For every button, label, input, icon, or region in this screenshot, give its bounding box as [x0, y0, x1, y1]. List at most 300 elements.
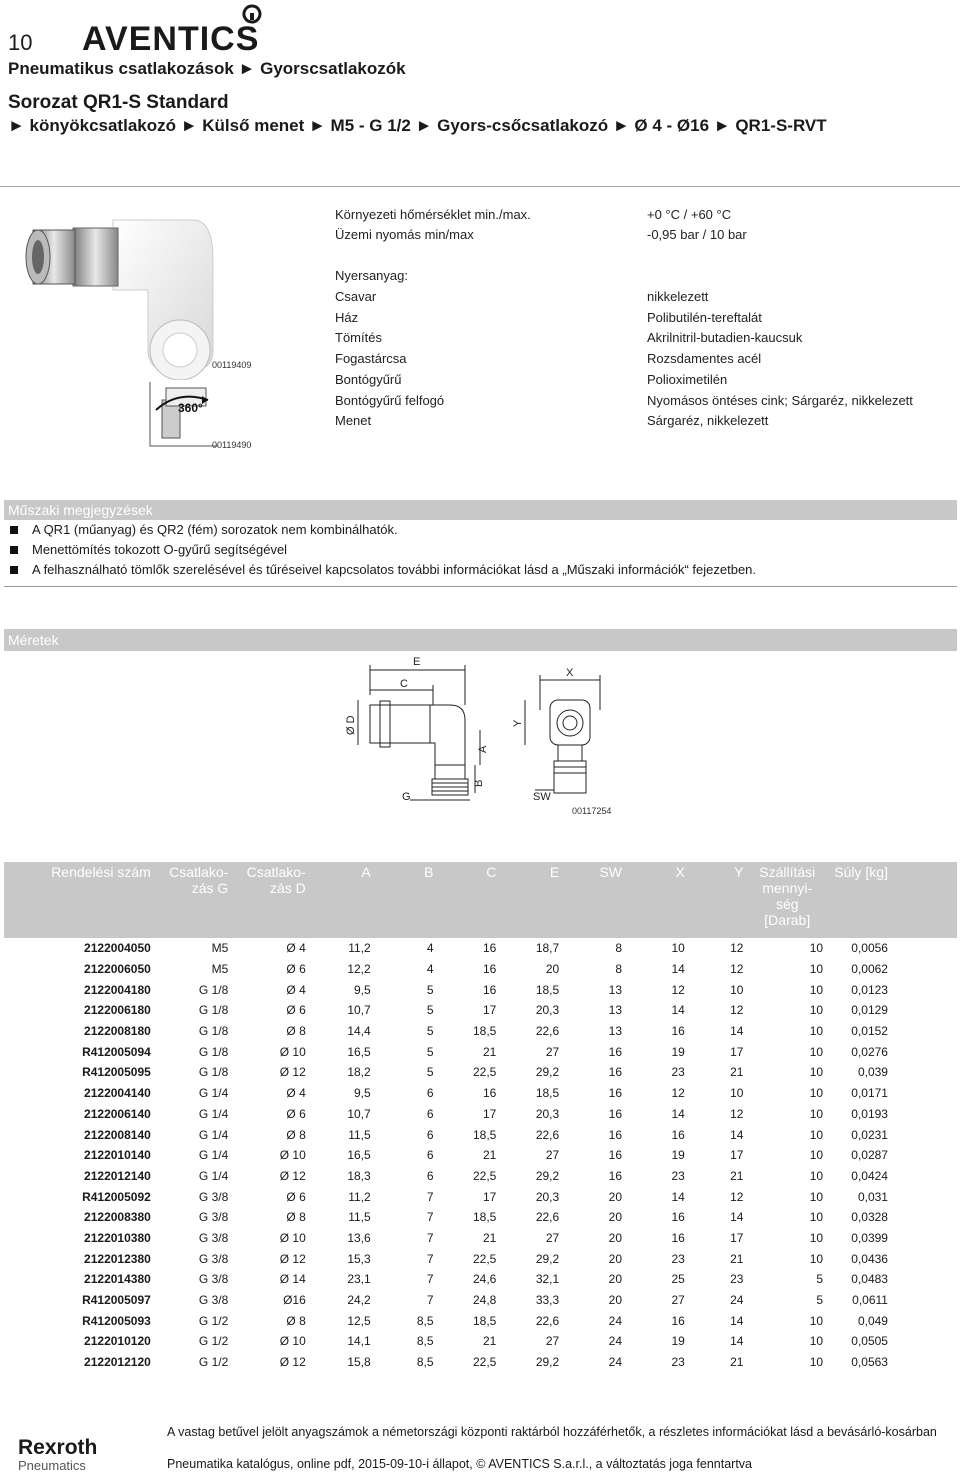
table-cell: 8: [615, 962, 622, 977]
table-cell: 10: [809, 1127, 824, 1142]
table-row: [4, 959, 957, 980]
table-cell: 13: [608, 982, 622, 997]
table-cell: 5: [426, 1065, 434, 1080]
col-header: Csatlako-zás G: [155, 862, 232, 938]
table-cell: 12: [730, 1003, 744, 1018]
table-cell: R412005095: [82, 1065, 151, 1080]
table-cell: 17: [482, 1189, 497, 1204]
table-cell: 22,5: [472, 1168, 497, 1183]
table-cell: 11,2: [348, 1189, 371, 1204]
table-header-row: [4, 862, 957, 938]
table-cell: 24: [608, 1313, 622, 1328]
table-cell: Ø 4: [286, 941, 306, 956]
table-cell: G 1/4: [198, 1168, 229, 1183]
table-cell: 8: [615, 941, 622, 956]
table-cell: 21: [482, 1230, 497, 1245]
table-row: [4, 1186, 957, 1207]
table-cell: 10: [809, 1065, 824, 1080]
table-cell-blank: [892, 1083, 957, 1104]
table-cell-blank: [892, 1000, 957, 1021]
table-cell: 24: [608, 1355, 622, 1370]
table-cell: 16: [608, 1086, 622, 1101]
table-cell: 22,6: [535, 1127, 560, 1142]
table-cell: 10: [809, 1148, 824, 1163]
table-cell-blank: [892, 1331, 957, 1352]
note-text: A QR1 (műanyag) és QR2 (fém) sorozatok nem kombinálhatók.: [32, 522, 398, 537]
table-cell: Ø 8: [286, 1127, 306, 1142]
table-cell: 7: [426, 1272, 434, 1287]
table-cell: 6: [426, 1127, 434, 1142]
table-cell: 12,5: [347, 1313, 371, 1328]
table-cell: Ø 10: [279, 1148, 306, 1163]
table-cell: Ø16: [283, 1293, 306, 1308]
table-cell-blank: [892, 1248, 957, 1269]
table-cell: 12: [671, 982, 685, 997]
table-cell-blank: [892, 1124, 957, 1145]
table-row: [4, 1041, 957, 1062]
table-cell: Ø 6: [286, 1003, 306, 1018]
table-cell: 14: [730, 1127, 744, 1142]
table-cell: 20,3: [535, 1106, 560, 1121]
dim-label-E: E: [413, 656, 421, 668]
table-cell: 23: [671, 1355, 685, 1370]
col-header: Csatlako-zás D: [232, 862, 309, 938]
table-cell: 23: [671, 1251, 685, 1266]
table-cell: 27: [671, 1293, 685, 1308]
table-cell: Ø 10: [279, 1334, 306, 1349]
note-text: Menettömítés tokozott O-gyűrű segítségével: [32, 542, 288, 557]
table-cell: Ø 12: [279, 1065, 306, 1080]
table-cell: 20: [545, 962, 560, 977]
table-cell: 16: [608, 1127, 622, 1142]
table-cell: 9,5: [354, 982, 371, 997]
table-cell: 6: [426, 1086, 434, 1101]
table-cell: 33,3: [535, 1293, 560, 1308]
table-cell: 0,0056: [851, 941, 888, 956]
brand-mark-icon: [242, 4, 262, 24]
table-body: [4, 938, 957, 1372]
table-cell: 13: [608, 1003, 622, 1018]
table-cell: 4: [426, 962, 434, 977]
table-cell: Ø 12: [279, 1168, 306, 1183]
table-cell: 7: [426, 1210, 434, 1225]
table-cell: 18,5: [472, 1024, 497, 1039]
table-cell: 27: [545, 1044, 560, 1059]
table-cell: 29,2: [535, 1065, 560, 1080]
dim-label-X: X: [566, 667, 574, 679]
table-cell: 0,0193: [851, 1106, 888, 1121]
table-cell: M5: [211, 941, 229, 956]
table-cell: Ø 14: [279, 1272, 306, 1287]
table-cell: 15,3: [347, 1251, 371, 1266]
table-cell: R412005094: [82, 1044, 151, 1059]
product-table: [4, 862, 957, 1372]
dim-label-A: A: [477, 745, 489, 753]
page-title: Sorozat QR1-S Standard: [8, 92, 229, 113]
table-cell: 17: [730, 1148, 744, 1163]
table-cell: G 1/4: [198, 1148, 229, 1163]
table-cell-blank: [892, 1352, 957, 1373]
table-cell: Ø 10: [279, 1044, 306, 1059]
temp-value: +0 °C / +60 °C: [647, 207, 732, 222]
table-row: [4, 1352, 957, 1373]
table-cell: 14: [671, 1189, 685, 1204]
table-cell: Ø 8: [286, 1210, 306, 1225]
table-cell: 11,5: [348, 1210, 371, 1225]
material-value: nikkelezett: [647, 289, 709, 304]
table-cell: 19: [671, 1334, 685, 1349]
table-cell: 0,039: [857, 1065, 888, 1080]
dim-label-G: G: [402, 791, 411, 803]
table-cell: 5: [816, 1272, 824, 1287]
table-cell-blank: [892, 979, 957, 1000]
table-cell: 5: [426, 1044, 434, 1059]
footer-copyright: Pneumatika katalógus, online pdf, 2015-09-10-i állapot, © AVENTICS S.a.r.l., a változtatás joga fenntartva: [167, 1457, 753, 1471]
table-cell: G 1/8: [198, 1024, 229, 1039]
table-cell: Ø 6: [286, 962, 306, 977]
table-cell: 14: [671, 962, 685, 977]
table-cell: 20,3: [535, 1189, 560, 1204]
dimensions-header: [4, 629, 957, 651]
table-cell: 2122008140: [84, 1127, 151, 1142]
table-cell: 24,8: [472, 1293, 497, 1308]
col-header: SW: [563, 862, 626, 938]
table-cell: 16: [608, 1106, 622, 1121]
table-cell: 22,5: [472, 1251, 497, 1266]
table-cell: 2122006180: [84, 1003, 151, 1018]
table-cell: 21: [730, 1251, 744, 1266]
material-value: Rozsdamentes acél: [647, 351, 762, 366]
table-cell: 2122006140: [84, 1106, 151, 1121]
table-cell: 0,049: [857, 1313, 888, 1328]
table-cell: 12: [730, 1106, 744, 1121]
table-cell-blank: [892, 1207, 957, 1228]
table-cell-blank: [892, 1228, 957, 1249]
table-cell: 7: [426, 1189, 434, 1204]
table-cell: 0,031: [857, 1189, 888, 1204]
table-cell: 13,6: [347, 1230, 371, 1245]
pressure-value: -0,95 bar / 10 bar: [647, 227, 747, 242]
table-row: [4, 1021, 957, 1042]
table-cell: 22,5: [472, 1355, 497, 1370]
material-value: Nyomásos öntéses cink; Sárgaréz, nikkelezett: [647, 393, 913, 408]
footer-logo: Rexroth: [18, 1436, 98, 1459]
pressure-label: Üzemi nyomás min/max: [335, 227, 474, 242]
table-cell: G 1/4: [198, 1106, 229, 1121]
table-cell: G 1/2: [198, 1313, 229, 1328]
page-subtitle: ► könyökcsatlakozó ► Külső menet ► M5 - G 1/2 ► Gyors-csőcsatlakozó ► Ø 4 - Ø16 ► QR1-S-RVT: [8, 116, 827, 135]
table-cell: 23: [671, 1168, 685, 1183]
table-cell: 16: [671, 1313, 685, 1328]
table-cell: 2122006050: [84, 962, 151, 977]
table-cell-blank: [892, 1166, 957, 1187]
rotation-label: 360°: [178, 401, 203, 415]
table-cell: 18,5: [535, 1086, 560, 1101]
table-cell: 10: [809, 1044, 824, 1059]
table-cell: 24,2: [347, 1293, 371, 1308]
table-cell: 10: [809, 1251, 824, 1266]
table-cell: G 3/8: [198, 1251, 229, 1266]
table-cell: Ø 6: [286, 1106, 306, 1121]
table-cell: 16: [671, 1230, 685, 1245]
table-cell: 0,0231: [851, 1127, 888, 1142]
table-cell: 19: [671, 1148, 685, 1163]
table-cell: 10,7: [347, 1003, 371, 1018]
table-cell: 7: [426, 1293, 434, 1308]
table-cell: 2122008380: [84, 1210, 151, 1225]
material-label: Ház: [335, 310, 359, 325]
table-cell-blank: [892, 1186, 957, 1207]
table-cell: 10: [809, 941, 824, 956]
table-cell: 10: [809, 1168, 824, 1183]
notes-title: Műszaki megjegyzések: [8, 502, 153, 518]
table-cell: 23,1: [347, 1272, 371, 1287]
table-cell: 6: [426, 1168, 434, 1183]
table-cell: Ø 8: [286, 1313, 306, 1328]
table-cell: 2122008180: [84, 1024, 151, 1039]
table-cell: 18,5: [472, 1127, 497, 1142]
rotation-image: [148, 380, 226, 448]
table-cell: 17: [730, 1230, 744, 1245]
table-cell: 0,0123: [851, 982, 888, 997]
table-cell: 20: [608, 1210, 622, 1225]
table-cell: 2122010120: [84, 1334, 151, 1349]
table-cell: 18,5: [472, 1210, 497, 1225]
table-cell: 10: [809, 1086, 824, 1101]
table-cell-blank: [892, 959, 957, 980]
col-header: C: [438, 862, 501, 938]
table-cell: 10: [809, 1024, 824, 1039]
table-cell: 21: [730, 1355, 744, 1370]
table-cell: 0,0328: [851, 1210, 888, 1225]
notes-list: [4, 520, 957, 587]
table-cell: Ø 6: [286, 1189, 306, 1204]
dim-label-Y: Y: [512, 719, 524, 727]
table-cell: 16: [608, 1148, 622, 1163]
table-cell: 8,5: [416, 1313, 434, 1328]
table-row: [4, 1166, 957, 1187]
table-cell: 20: [608, 1293, 622, 1308]
table-cell: 0,0152: [851, 1024, 888, 1039]
table-cell: 6: [426, 1148, 434, 1163]
table-cell: 22,6: [535, 1313, 560, 1328]
table-cell-blank: [892, 938, 957, 959]
table-cell-blank: [892, 1290, 957, 1311]
dim-label-C: C: [400, 678, 408, 690]
table-cell: 7: [426, 1230, 434, 1245]
bullet-icon: [10, 566, 18, 574]
material-label: Menet: [335, 413, 372, 428]
material-value: Polioximetilén: [647, 372, 728, 387]
brand-logo: AVENTICS: [82, 20, 260, 58]
table-cell: 16: [671, 1024, 685, 1039]
table-cell: 18,5: [472, 1313, 497, 1328]
table-cell: 2122012120: [84, 1355, 151, 1370]
table-cell: 14: [730, 1313, 744, 1328]
table-cell: 16,5: [347, 1148, 371, 1163]
table-cell: 6: [426, 1106, 434, 1121]
table-cell: 20: [608, 1251, 622, 1266]
table-cell: 22,6: [535, 1210, 560, 1225]
bullet-icon: [10, 546, 18, 554]
table-cell: 18,5: [535, 982, 560, 997]
table-cell: 16: [608, 1168, 622, 1183]
table-cell: 10: [809, 982, 824, 997]
table-row: [4, 1207, 957, 1228]
table-cell: 10: [809, 1003, 824, 1018]
col-header: E: [500, 862, 563, 938]
table-cell: 0,0287: [851, 1148, 888, 1163]
material-label: Bontógyűrű felfogó: [335, 393, 445, 408]
table-cell: 18,7: [535, 941, 560, 956]
table-row: [4, 1248, 957, 1269]
table-cell: 0,0062: [851, 962, 888, 977]
table-cell: 20,3: [535, 1003, 560, 1018]
table-row: [4, 1104, 957, 1125]
table-cell: 21: [482, 1148, 497, 1163]
dim-label-OD: Ø D: [345, 715, 357, 735]
table-cell: 2122014380: [84, 1272, 151, 1287]
table-cell: 12: [671, 1086, 685, 1101]
table-cell: G 1/8: [198, 1003, 229, 1018]
table-row: [4, 1062, 957, 1083]
table-cell: 14: [730, 1024, 744, 1039]
table-cell: Ø 12: [279, 1355, 306, 1370]
table-cell: Ø 4: [286, 982, 306, 997]
table-cell: 0,0483: [851, 1272, 888, 1287]
table-cell: 16: [482, 941, 497, 956]
table-cell: 11,5: [348, 1127, 371, 1142]
col-header: Súly [kg]: [827, 862, 892, 938]
table-cell: 20: [608, 1189, 622, 1204]
table-cell: G 1/8: [198, 1065, 229, 1080]
material-value: Polibutilén-tereftalát: [647, 310, 762, 325]
footer-note: A vastag betűvel jelölt anyagszámok a németországi központi raktárból hozzáférhetők, a részletes információkat lásd a bevásárló-kosárban: [167, 1425, 937, 1439]
table-cell: 12: [730, 941, 744, 956]
table-cell: 16: [671, 1127, 685, 1142]
table-row: [4, 938, 957, 959]
table-cell: 7: [426, 1251, 434, 1266]
table-cell: 18,3: [347, 1168, 371, 1183]
col-header: X: [626, 862, 689, 938]
table-cell: Ø 10: [279, 1230, 306, 1245]
table-cell: 10,7: [347, 1106, 371, 1121]
table-cell: 16: [482, 982, 497, 997]
table-cell: 0,0171: [851, 1086, 888, 1101]
table-cell: 29,2: [535, 1168, 560, 1183]
table-cell: 22,6: [535, 1024, 560, 1039]
product-photo: [18, 200, 218, 380]
table-cell: M5: [211, 962, 229, 977]
table-cell: 14,1: [347, 1334, 371, 1349]
note-item: [4, 560, 957, 580]
table-cell: 23: [671, 1065, 685, 1080]
table-row: [4, 1228, 957, 1249]
table-row: [4, 1269, 957, 1290]
dimension-drawing: [340, 655, 620, 815]
notes-header: [4, 500, 957, 520]
material-label: Fogastárcsa: [335, 351, 407, 366]
table-cell: 20: [608, 1272, 622, 1287]
material-label: Bontógyűrű: [335, 372, 402, 387]
table-row: [4, 979, 957, 1000]
col-header: Rendelési szám: [4, 862, 155, 938]
table-cell-blank: [892, 1041, 957, 1062]
table-cell: 5: [816, 1293, 824, 1308]
dim-label-B: B: [473, 779, 485, 787]
table-cell: 17: [482, 1003, 497, 1018]
col-header: A: [310, 862, 375, 938]
breadcrumb: Pneumatikus csatlakozások ► Gyorscsatlakozók: [8, 59, 406, 78]
table-cell: 12: [730, 1189, 744, 1204]
table-cell: 2122010380: [84, 1230, 151, 1245]
table-cell-blank: [892, 1062, 957, 1083]
table-cell: 10: [730, 982, 744, 997]
table-cell: 2122004140: [84, 1086, 151, 1101]
table-cell: 11,2: [348, 941, 371, 956]
table-cell: 17: [730, 1044, 744, 1059]
table-cell: 8,5: [416, 1334, 434, 1349]
note-item: [4, 540, 957, 560]
table-cell: 21: [730, 1168, 744, 1183]
table-cell: 2122004180: [84, 982, 151, 997]
table-cell: 29,2: [535, 1251, 560, 1266]
image-code-main: 00119409: [212, 360, 252, 370]
table-cell: 14: [671, 1106, 685, 1121]
table-cell: 23: [730, 1272, 744, 1287]
table-cell: 0,0276: [851, 1044, 888, 1059]
table-cell-blank: [892, 1021, 957, 1042]
table-cell: 16: [482, 962, 497, 977]
table-cell: 10: [809, 1230, 824, 1245]
table-row: [4, 1290, 957, 1311]
table-cell: 4: [426, 941, 434, 956]
table-cell: G 3/8: [198, 1272, 229, 1287]
table-cell: 16: [482, 1086, 497, 1101]
table-cell: G 3/8: [198, 1210, 229, 1225]
material-label: Tömítés: [335, 330, 382, 345]
table-cell: 32,1: [535, 1272, 560, 1287]
table-cell: G 1/2: [198, 1334, 229, 1349]
table-cell: 21: [482, 1334, 497, 1349]
table-cell: 27: [545, 1230, 560, 1245]
table-cell: 14: [730, 1334, 744, 1349]
table-cell: 5: [426, 1003, 434, 1018]
col-header: Y: [689, 862, 748, 938]
table-cell: 10: [809, 1189, 824, 1204]
table-cell: 2122004050: [84, 941, 151, 956]
col-header: Szállítási mennyi-ség [Darab]: [747, 862, 827, 938]
table-cell: G 3/8: [198, 1230, 229, 1245]
table-cell: G 1/4: [198, 1086, 229, 1101]
table-cell: Ø 4: [286, 1086, 306, 1101]
table-cell: 0,0129: [851, 1003, 888, 1018]
table-cell: 8,5: [416, 1355, 434, 1370]
table-cell: G 1/4: [198, 1127, 229, 1142]
table-cell: 21: [482, 1044, 497, 1059]
dimensions-title: Méretek: [8, 632, 59, 648]
table-cell: 24,6: [472, 1272, 497, 1287]
table-cell: 16: [608, 1065, 622, 1080]
table-row: [4, 1145, 957, 1166]
page-number: 10: [8, 30, 33, 55]
table-cell: 13: [608, 1024, 622, 1039]
table-cell: G 1/8: [198, 1044, 229, 1059]
table-row: [4, 1331, 957, 1352]
table-cell: 22,5: [472, 1065, 497, 1080]
table-cell: 19: [671, 1044, 685, 1059]
table-cell: 21: [730, 1065, 744, 1080]
